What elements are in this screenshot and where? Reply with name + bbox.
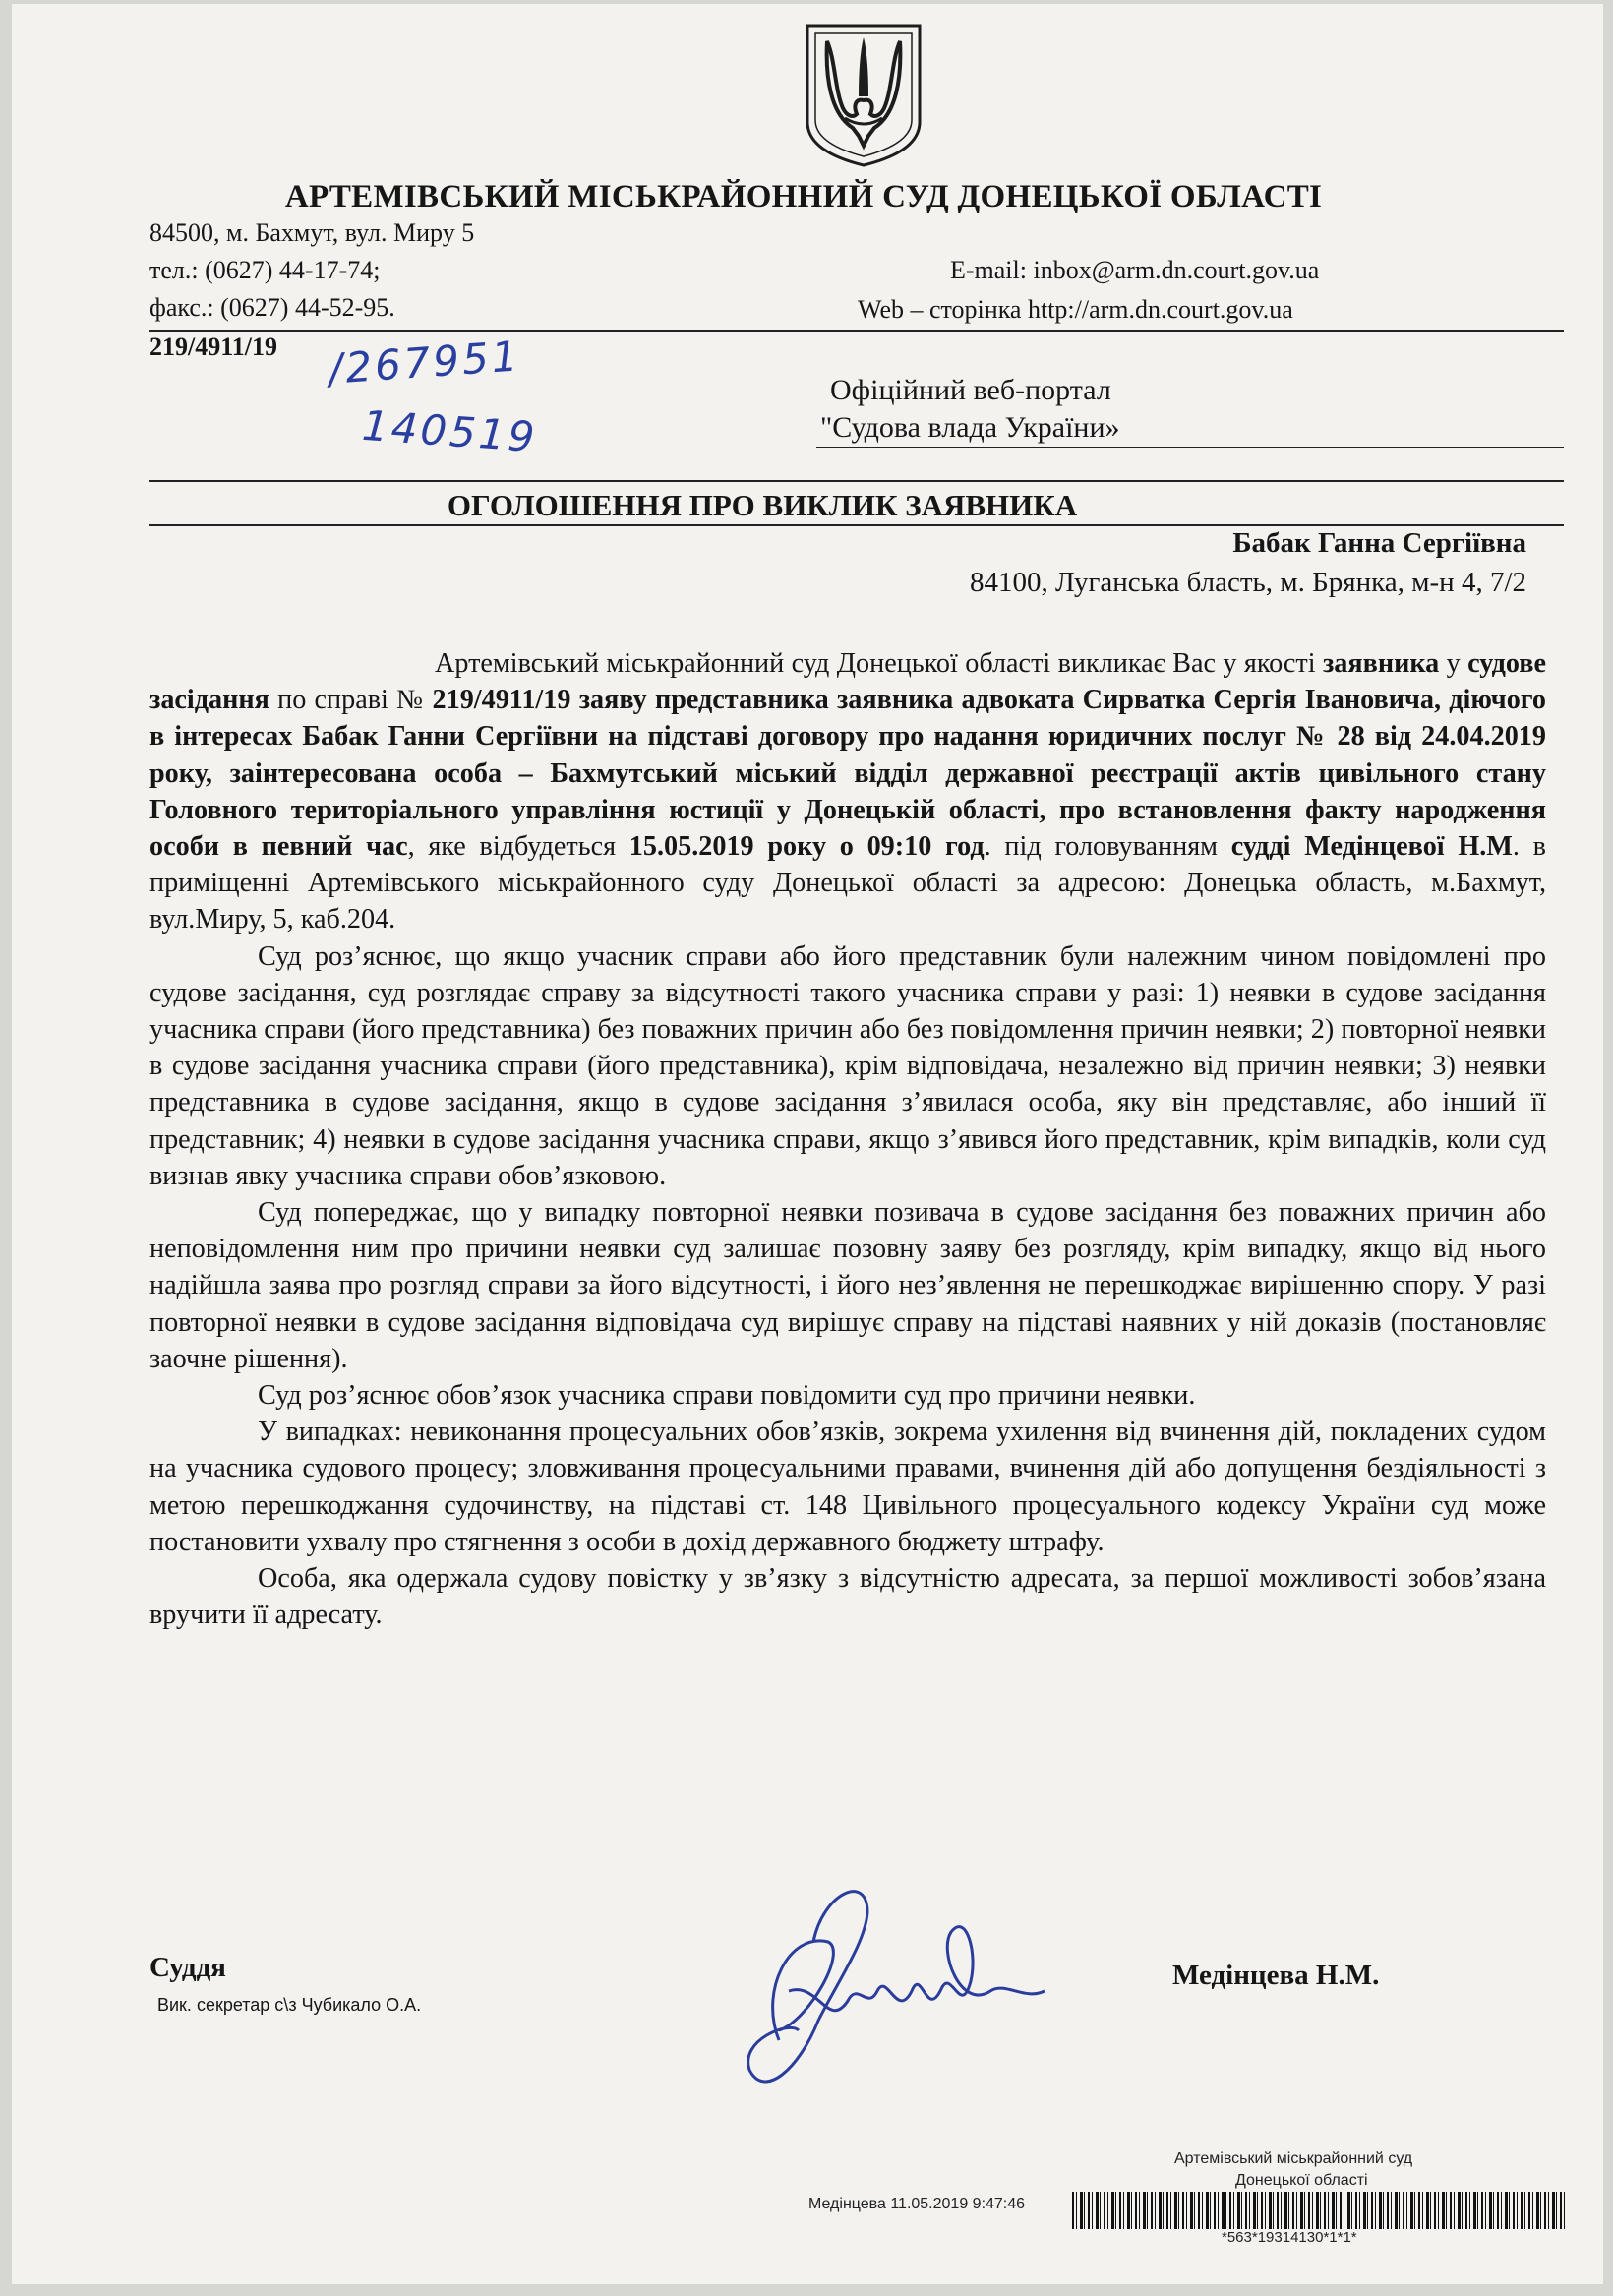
judge-signature: [720, 1873, 1074, 2109]
title-rule-bottom: [149, 524, 1564, 526]
coat-of-arms-emblem: [802, 20, 926, 169]
handwritten-registration-number: /267951: [327, 332, 522, 393]
secretary-note: Вик. секретар с\з Чубикало О.А.: [157, 1995, 422, 2015]
portal-name: "Судова влада України»: [820, 411, 1120, 444]
document-barcode: [1072, 2192, 1568, 2229]
announcement-title: ОГОЛОШЕННЯ ПРО ВИКЛИК ЗАЯВНИКА: [447, 488, 1078, 522]
stamp-court-name: Артемівський міськрайонний суд: [1174, 2150, 1413, 2167]
court-fax: факс.: (0627) 44-52-95.: [149, 293, 395, 322]
court-phone: тел.: (0627) 44-17-74;: [149, 256, 381, 284]
judge-name: Медінцева Н.М.: [1172, 1960, 1380, 1991]
portal-label: Офіційний веб-портал: [830, 374, 1111, 406]
portal-underline: [816, 447, 1564, 448]
notice-body: [149, 645, 1546, 1633]
recipient-address: 84100, Луганська бласть, м. Брянка, м-н 4, 7/2: [970, 567, 1526, 598]
stamp-signature-metadata: Медінцева 11.05.2019 9:47:46: [808, 2196, 1026, 2212]
court-website: Web – сторінка http://arm.dn.court.gov.ua: [858, 295, 1293, 324]
recipient-name: Бабак Ганна Сергіївна: [1232, 527, 1526, 559]
document-page: [12, 4, 1603, 2284]
handwritten-date-note: 140519: [360, 400, 539, 462]
court-address: 84500, м. Бахмут, вул. Миру 5: [149, 218, 475, 247]
judge-label: Суддя: [149, 1952, 226, 1983]
title-rule-top: [149, 480, 1564, 482]
obligation-paragraph: Суд роз’яснює обов’язок учасника справи повідомити суд про причини неявки.: [258, 1380, 1196, 1412]
header-divider: [149, 330, 1564, 332]
case-number: 219/4911/19: [149, 332, 278, 361]
court-name-heading: АРТЕМІВСЬКИЙ МІСЬКРАЙОННИЙ СУД ДОНЕЦЬКОЇ ОБЛАСТІ: [284, 179, 1323, 214]
summons-paragraph: Артемівський міськрайонний суд Донецької області викликає Вас у якості заявника у судове засідання по справі № 219/4911/19 заяву представника заявника адвоката Сирватка Сергія Івановича, діючого в інтересах Бабак Ганни Сергіївни на підставі договору про надання юридичних послуг № 28 від 24.04.2019 року, заінтересована особа – Бахмутський міський відділ державної реєстрації актів цивільного стану Головного територіального управління юстиції у Донецькій області, про встановлення факту народження особи в певний час, яке відбудеться 15.05.2019 року о 09:10 год. під головуванням судді Медінцевої Н.М. в приміщенні Артемівського міськрайонного суду Донецької області за адресою: Донецька область, м.Бахмут, вул.Миру, 5, каб.204.: [149, 648, 1546, 936]
barcode-number: *563*19314130*1*1*: [1222, 2229, 1357, 2246]
stamp-court-region: Донецької області: [1235, 2172, 1368, 2189]
warning-paragraph: Суд попереджає, що у випадку повторної неявки позивача в судове засідання без поважних причин або неповідомлення ним про причини неявки суд залишає позовну заяву без розгляду, крім випадку, якщо від нього надійшла заява про розгляд справи за його відсутності, і його нез’явлення не перешкоджає вирішенню спору. У разі повторної неявки в судове засідання відповідача суд вирішує справу на підставі наявних у ній доказів (постановляє заочне рішення).: [149, 1197, 1546, 1374]
penalty-paragraph: У випадках: невиконання процесуальних обов’язків, зокрема ухилення від вчинення дій, покладених судом на учасника судового процесу; зловживання процесуальними правами, вчинення дій або допущення бездіяльності з метою перешкоджання судочинству, на підставі ст. 148 Цивільного процесуального кодексу України суд може постановити ухвалу про стягнення з особи в дохід державного бюджету штрафу.: [149, 1417, 1546, 1557]
absence-rules-paragraph: Суд роз’яснює, що якщо учасник справи або його представник були належним чином повідомлені про судове засідання, суд розглядає справу за відсутності такого учасника справи у разі: 1) неявки в судове засідання учасника справи (його представника) без поважних причин або без повідомлення причин неявки; 2) повторної неявки в судове засідання учасника справи (його представника), крім відповідача, незалежно від причин неявки; 3) неявки представника в судове засідання, якщо в судове засідання з’явилася особа, яку він представляє, або інший її представник; 4) неявки в судове засідання учасника справи, якщо з’явився його представник, крім випадків, коли суд визнав явку учасника справи обов’язковою.: [149, 940, 1546, 1191]
delivery-paragraph: Особа, яка одержала судову повістку у зв’язку з відсутністю адресата, за першої можливості зобов’язана вручити її адресату.: [149, 1563, 1546, 1631]
court-email: E-mail: inbox@arm.dn.court.gov.ua: [950, 256, 1320, 284]
